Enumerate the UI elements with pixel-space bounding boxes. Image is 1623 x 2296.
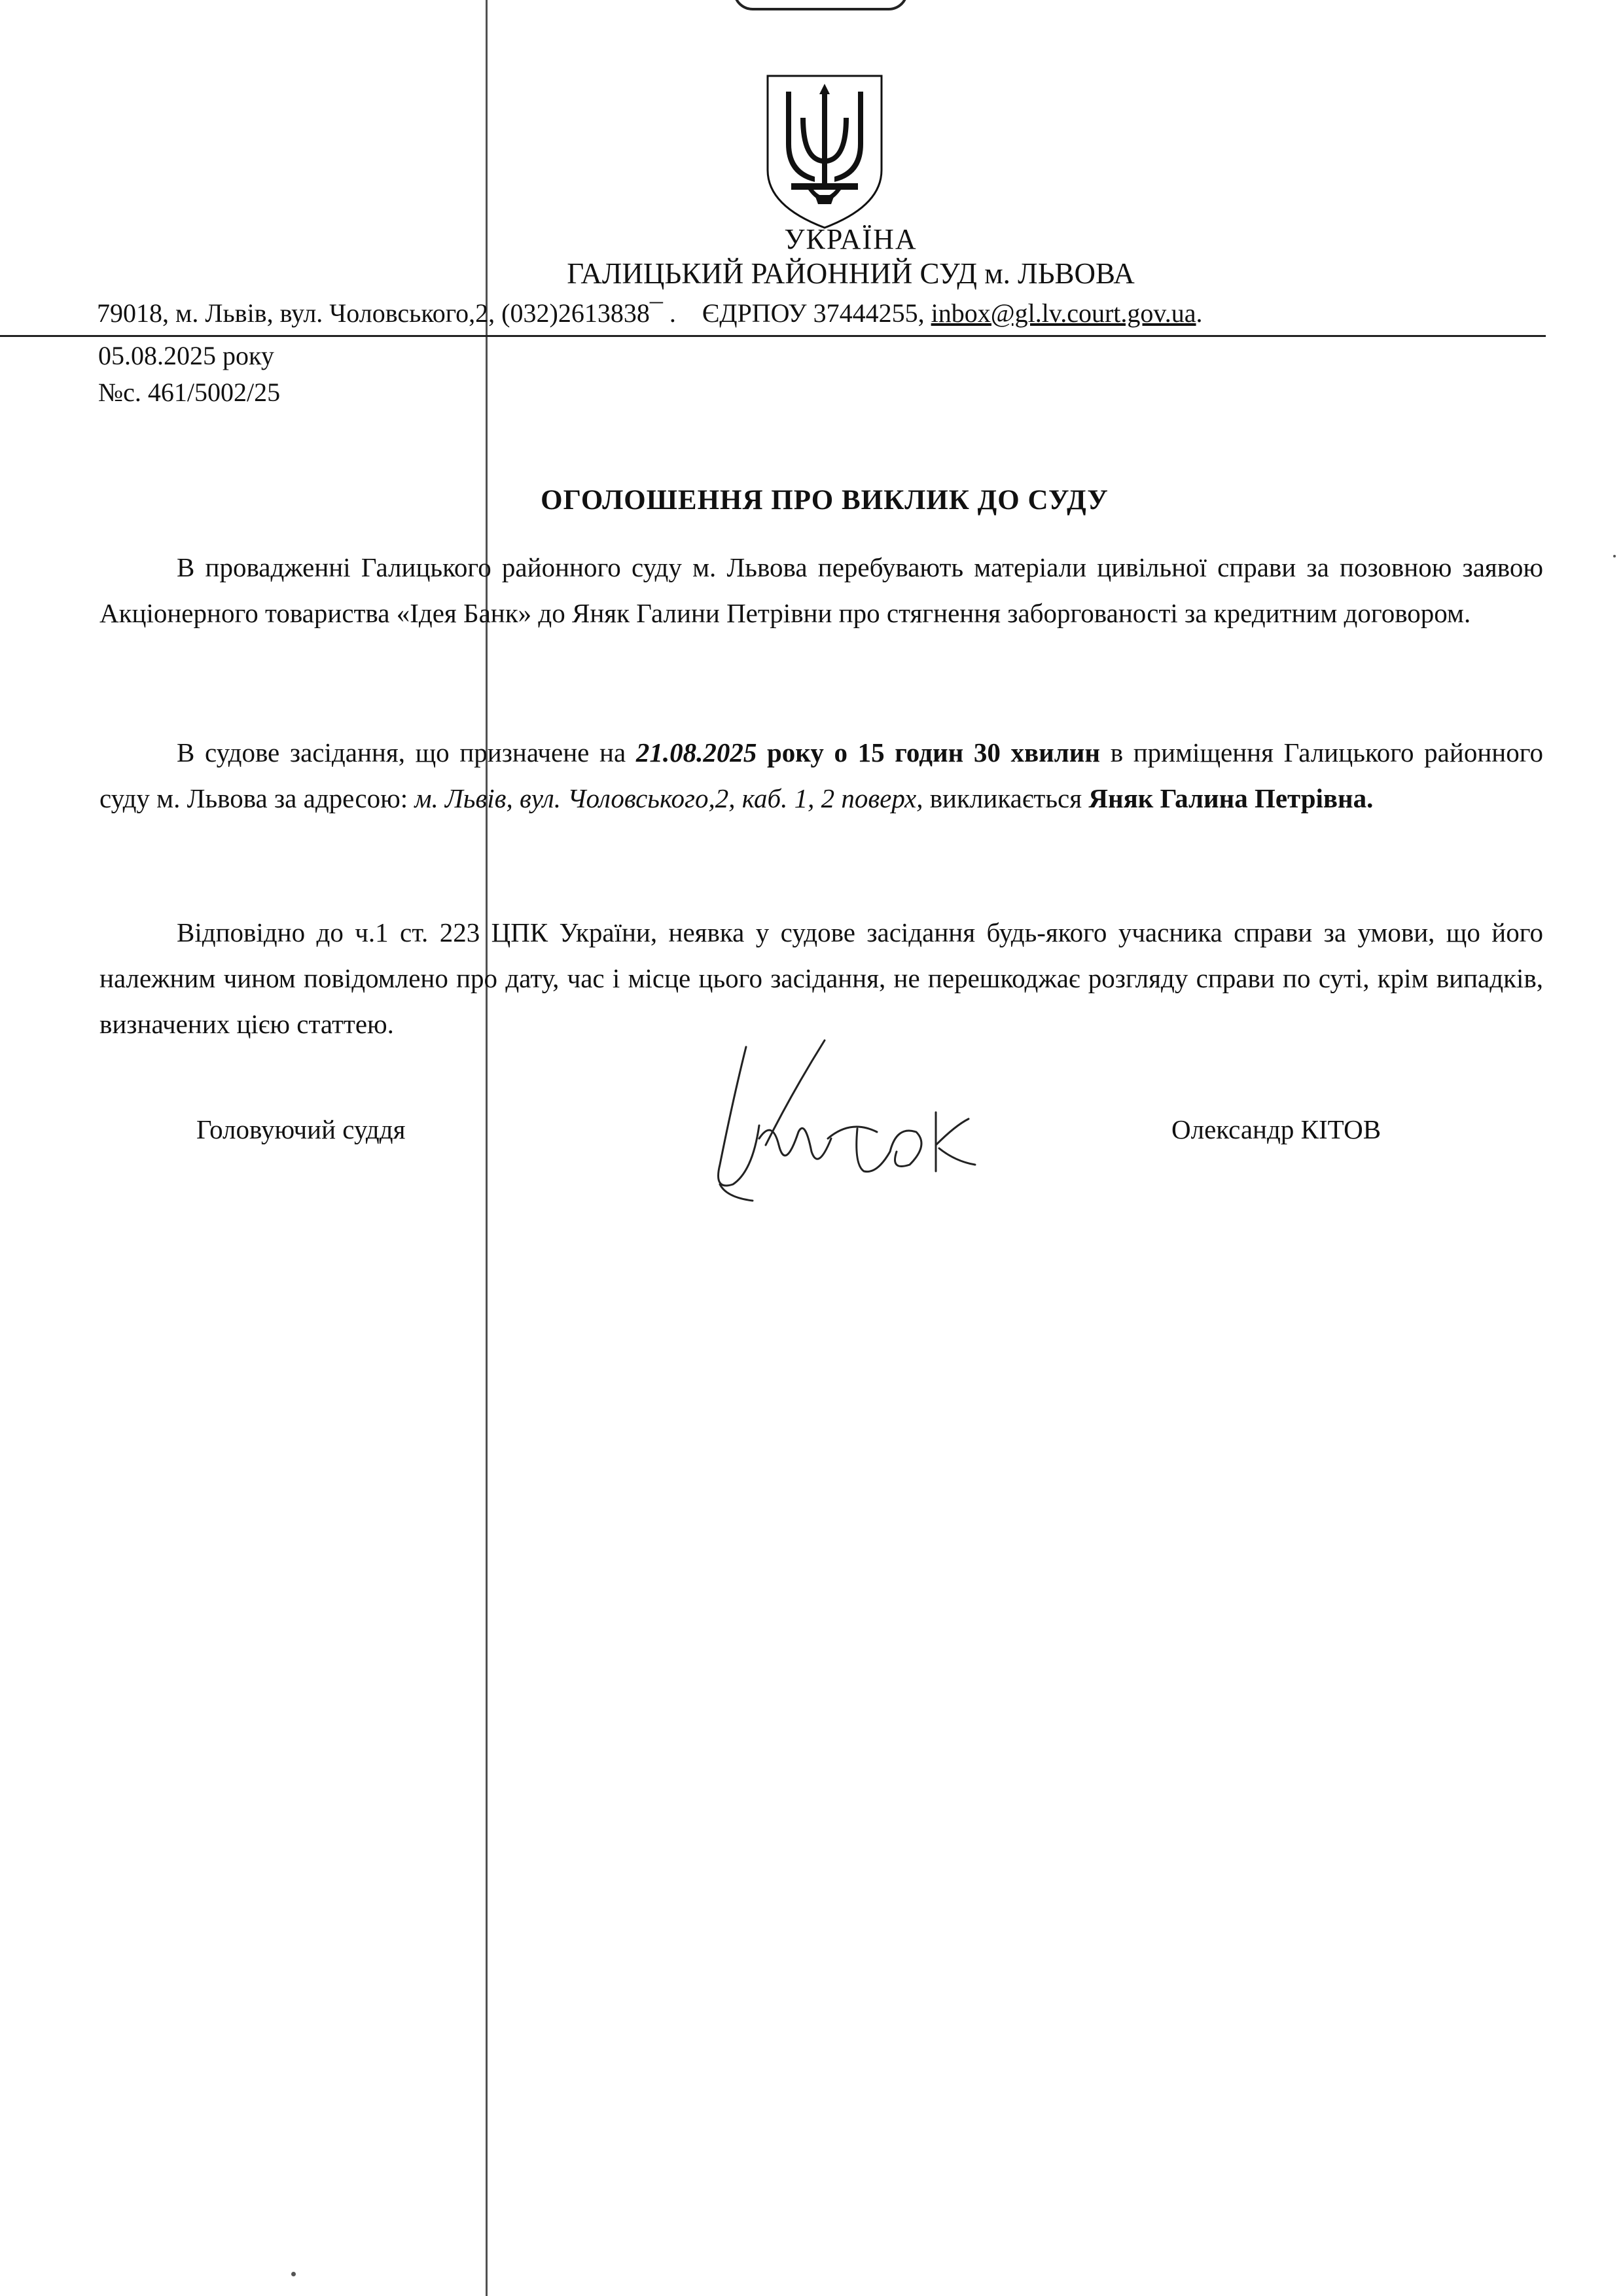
judge-name: Олександр КІТОВ — [1171, 1114, 1382, 1144]
scan-edge-mark — [733, 0, 908, 10]
scan-speck — [291, 2272, 296, 2276]
trident-coat-of-arms-icon — [762, 72, 887, 232]
hearing-time: року о 15 годин 30 хвилин — [757, 737, 1101, 768]
paragraph-summons — [99, 730, 1543, 821]
paragraph-legal-notice: Відповідно до ч.1 ст. 223 ЦПК України, неявка у судове засідання будь-якого учасника справи за умови, що його належним чином повідомлено про дату, час і місце цього засідання, не перешкоджає розгляду справи по суті, крім випадків, визначених цією статтею. — [99, 917, 1543, 1039]
summons-text-3: викликається — [923, 783, 1089, 813]
document-date: 05.08.2025 року — [98, 341, 274, 370]
handwritten-signature — [694, 1021, 995, 1230]
scan-fold-line — [486, 0, 488, 2296]
header-divider — [0, 335, 1546, 337]
court-name: ГАЛИЦЬКИЙ РАЙОННИЙ СУД м. ЛЬВОВА — [567, 257, 1135, 290]
court-contact-line: 79018, м. Львів, вул. Чоловського,2, (032)2613838¯ . ЄДРПОУ 37444255, inbox@gl.lv.court.gov.ua. — [97, 298, 1203, 328]
document-title: ОГОЛОШЕННЯ ПРО ВИКЛИК ДО СУДУ — [541, 485, 1109, 516]
case-number: №с. 461/5002/25 — [98, 378, 281, 407]
paragraph-case-description: В провадженні Галицького районного суду м. Львова перебувають матеріали цивільної справи за позовною заявою Акціонерного товариства «Ідея Банк» до Яняк Галини Петрівни про стягнення заборгованості за кредитним договором. — [99, 552, 1543, 628]
judge-role: Головуючий суддя — [196, 1114, 406, 1144]
court-email-link[interactable]: inbox@gl.lv.court.gov.ua — [931, 298, 1196, 328]
summons-text-1: В судове засідання, що призначене на — [177, 737, 636, 768]
hearing-address: м. Львів, вул. Чоловського,2, каб. 1, 2 поверх, — [414, 783, 923, 813]
court-address: 79018, м. Львів, вул. Чоловського,2, (032)2613838 — [97, 298, 650, 328]
court-edrpou: ЄДРПОУ 37444255, — [702, 298, 925, 328]
summoned-person: Яняк Галина Петрівна. — [1088, 783, 1374, 813]
summons-text-2: в приміщення Галицького районного суду м. Львова за адресою: — [99, 737, 1543, 813]
hearing-date: 21.08.2025 — [635, 737, 757, 768]
country-name: УКРАЇНА — [784, 223, 918, 255]
scan-speck — [1613, 555, 1616, 557]
